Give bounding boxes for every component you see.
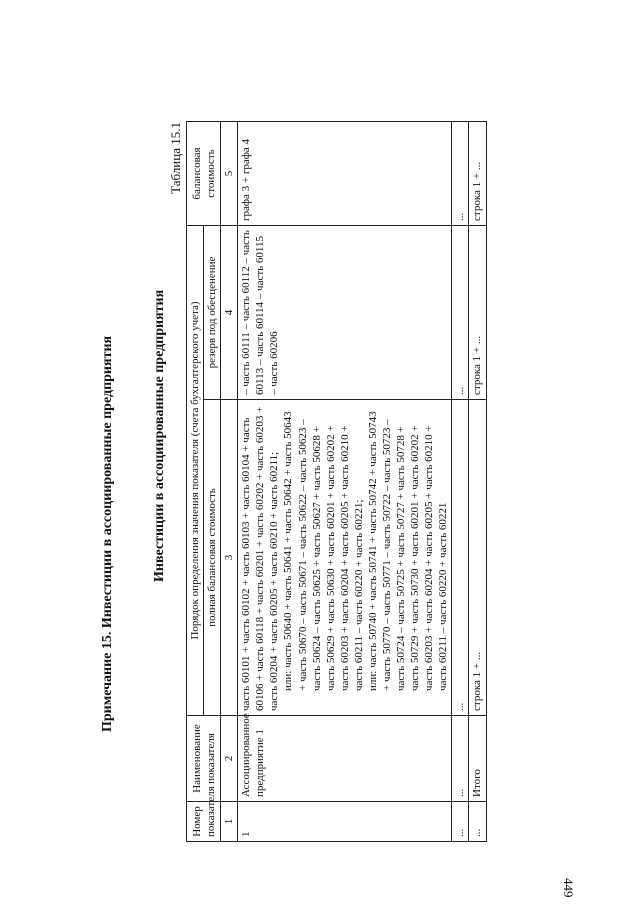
- col-number: 5: [221, 122, 238, 226]
- page-number: 449: [561, 878, 576, 898]
- investments-table: [186, 121, 487, 842]
- full-cost-cell: строка 1 + ...: [469, 400, 486, 716]
- reserve-formula: – часть 60111 – часть 60112 – часть 60113 – часть 60114 – часть 60115 – часть 60206: [238, 226, 452, 400]
- header-procedure: Порядок определения значения показателя (счета бухгалтерского учета): [187, 226, 204, 716]
- row-name: Итого: [469, 716, 486, 802]
- header-full-cost: полная балансовая стоимость: [204, 400, 221, 716]
- row-number: ...: [469, 802, 486, 842]
- header-row: [187, 122, 204, 842]
- header-reserve: резерв под обесценение: [204, 226, 221, 400]
- header-balance: балансовая стоимость: [187, 122, 221, 226]
- col-number: 2: [221, 716, 238, 802]
- note-title: Примечание 15. Инвестиции в ассоциированные предприятия: [100, 335, 115, 732]
- col-number: 4: [221, 226, 238, 400]
- row-name: Ассоциированное предприятие 1: [238, 716, 452, 802]
- formula-variant-1: часть 60101 + часть 60102 + часть 60103 + часть 60104 + часть 60106 + часть 60118 + часть 60201 + часть 60202 + часть 60203 + часть 60204 + часть 60205 + часть 60210 + часть 60211;: [240, 406, 281, 711]
- row-number: ...: [452, 802, 469, 842]
- full-cost-formula: [238, 400, 452, 716]
- row-name: ...: [452, 716, 469, 802]
- header-name: Наименование показателя: [187, 716, 221, 802]
- balance-cell: строка 1 + ...: [469, 122, 486, 226]
- table-row: [238, 122, 452, 842]
- formula-variant-3: или: часть 50740 + часть 50741 + часть 50742 + часть 50743 + часть 50770 – часть 50771 – часть 50722 – часть 50723 – часть 50724 – часть 50725 + часть 50727 + часть 50728 + часть 50729 + часть 50730 + часть 60201 + часть 60202 + часть 60203 + часть 60204 + часть 60205 + часть 60210 + часть 60211 – часть 60220 + часть 60221: [366, 411, 450, 691]
- rotated-page-content: [100, 122, 620, 842]
- table-title: Инвестиции в ассоциированные предприятия: [152, 289, 167, 582]
- table-reference: Таблица 15.1: [168, 122, 183, 194]
- balance-formula: графа 3 + графа 4: [238, 122, 452, 226]
- reserve-cell: строка 1 + ...: [469, 226, 486, 400]
- row-number: 1: [238, 802, 452, 842]
- column-number-row: [221, 122, 238, 842]
- header-number: Номер показателя: [187, 802, 221, 842]
- full-cost-cell: ...: [452, 400, 469, 716]
- balance-cell: ...: [452, 122, 469, 226]
- reserve-cell: ...: [452, 226, 469, 400]
- total-row: [469, 122, 486, 842]
- col-number: 1: [221, 802, 238, 842]
- col-number: 3: [221, 400, 238, 716]
- formula-variant-2: или: часть 50640 + часть 50641 + часть 50642 + часть 50643 + часть 50670 – часть 50671 – часть 50622 – часть 50623 – часть 50624 – часть 50625 + часть 50627 + часть 50628 + часть 50629 + часть 50630 + часть 60201 + часть 60202 + часть 60203 + часть 60204 + часть 60205 + часть 60210 + часть 60211 – часть 60220 + часть 60221;: [282, 411, 365, 691]
- table-row: [452, 122, 469, 842]
